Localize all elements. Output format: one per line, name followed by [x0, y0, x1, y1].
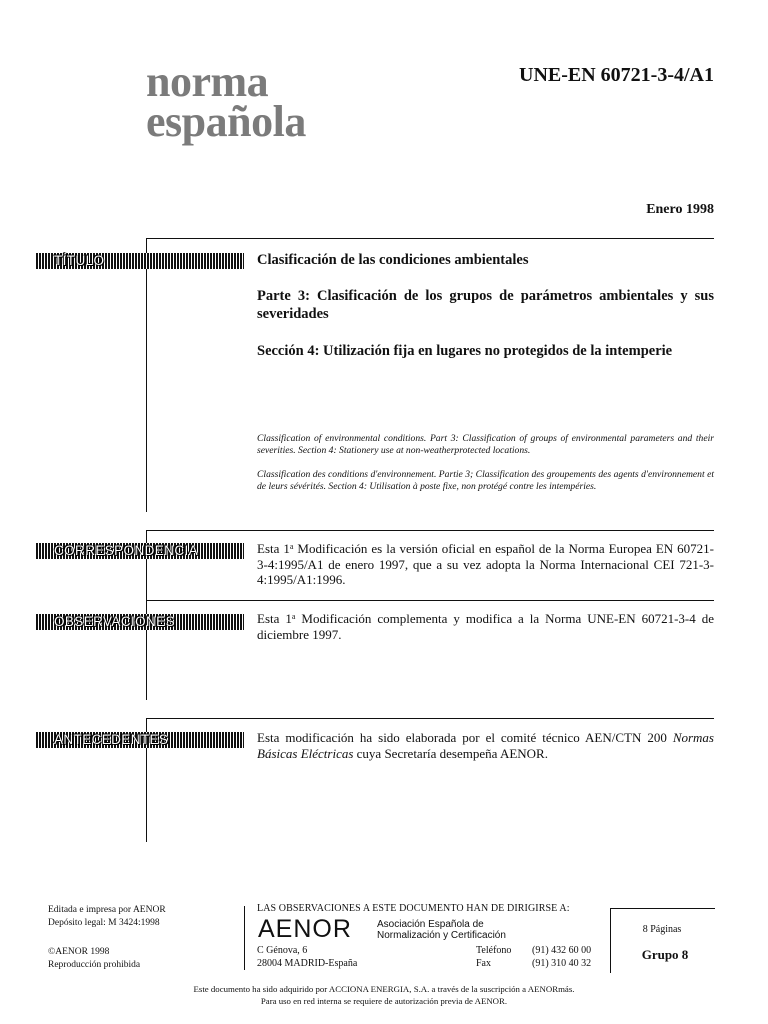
observaciones-text [257, 611, 714, 642]
antecedentes-label-text: ANTECEDENTES [54, 732, 169, 747]
observaciones-label-text: OBSERVACIONES [54, 614, 175, 629]
antecedentes-text-a: Esta modificación ha sido elaborada por el comité técnico AEN/CTN 200 [257, 730, 673, 745]
brand-wordmark [146, 57, 306, 146]
aenor-logo: AENOR [258, 915, 352, 943]
acquisition-line-1: Este documento ha sido adquirido por ACCIONA ENERGIA, S.A. a través de la suscripción a AENORmás. [193, 984, 575, 994]
aenor-name-line-2: Normalización y Certificación [377, 930, 506, 941]
titulo-label [36, 253, 244, 269]
observaciones-text-b: Modificación complementa y modifica a la Norma UNE-EN 60721-3-4 de diciembre 1997. [257, 611, 714, 642]
aenor-name-line-1: Asociación Española de [377, 919, 484, 930]
antecedentes-text [257, 730, 714, 761]
title-section: Sección 4: Utilización fija en lugares no protegidos de la intemperie [257, 343, 673, 359]
titulo-vertical-rule [146, 238, 147, 512]
brand-line-2: española [146, 97, 306, 146]
observaciones-rule [146, 600, 714, 601]
footer-reproduction: Reproducción prohibida [48, 960, 141, 970]
observaciones-label [36, 614, 244, 630]
antecedentes-label [36, 732, 244, 748]
phone-number: (91) 432 60 00 [532, 945, 592, 956]
correspondencia-text-b: Modificación es la versión oficial en español de la Norma Europea EN 60721-3-4:1995/A1 de enero 1997, que a su vez adopta la Norma Internacional CEI 721-3-4:1995/A1:1996. [257, 541, 714, 587]
titulo-rule [146, 238, 714, 239]
correspondencia-text [257, 541, 714, 588]
standard-code: UNE-EN 60721-3-4/A1 [519, 64, 714, 86]
phone-label: Teléfono [476, 945, 512, 956]
footer-copyright: ©AENOR 1998 [48, 947, 110, 957]
observaciones-sup: a [291, 612, 296, 621]
title-french: Classification des conditions d'environnement. Partie 3; Classification des groupements des agents d'environnement et de leurs sévérités. Section 4: Utilisation à poste fixe, non protégé contre les intempéries. [257, 469, 714, 492]
price-group: Grupo 8 [641, 947, 689, 962]
pages-box [610, 908, 715, 973]
observations-header: LAS OBSERVACIONES A ESTE DOCUMENTO HAN DE DIRIGIRSE A: [257, 903, 570, 914]
fax-number: (91) 310 40 32 [532, 958, 592, 969]
address-line-1: C Génova, 6 [257, 945, 308, 956]
correspondencia-label-text: CORRESPONDENCIA [54, 543, 199, 558]
publication-date: Enero 1998 [646, 202, 714, 217]
antecedentes-text-b: cuya Secretaría desempeña AENOR. [353, 745, 548, 761]
observaciones-text-a: Esta 1 [257, 611, 292, 626]
footer-deposit: Depósito legal: M 3424:1998 [48, 918, 160, 928]
antecedentes-rule [146, 718, 714, 719]
footer-edited: Editada e impresa por AENOR [48, 905, 166, 915]
title-main: Clasificación de las condiciones ambientales [257, 252, 529, 268]
acquisition-notice [0, 983, 768, 1007]
acquisition-line-2: Para uso en red interna se requiere de autorización previa de AENOR. [260, 996, 508, 1006]
titulo-label-text: TÍTULO [54, 253, 105, 268]
correspondencia-vertical-rule [146, 530, 147, 600]
page-count: 8 Páginas [642, 924, 682, 935]
correspondencia-rule [146, 530, 714, 531]
correspondencia-text-a: Esta 1 [257, 541, 290, 556]
fax-label: Fax [476, 958, 491, 969]
antecedentes-committee-name: Normas Básicas Eléctricas [257, 730, 714, 761]
correspondencia-label [36, 543, 244, 559]
footer-divider [244, 906, 245, 970]
title-english: Classification of environmental conditions. Part 3: Classification of groups of environmental parameters and their severities. Section 4: Stationery use at non-weatherprotected locations. [257, 433, 714, 456]
title-part: Parte 3: Clasificación de los grupos de parámetros ambientales y sus severidades [257, 288, 714, 322]
address-line-2: 28004 MADRID-España [257, 958, 358, 969]
aenor-full-name [377, 919, 506, 941]
correspondencia-sup: a [289, 542, 294, 551]
brand-line-1: norma [146, 57, 269, 106]
